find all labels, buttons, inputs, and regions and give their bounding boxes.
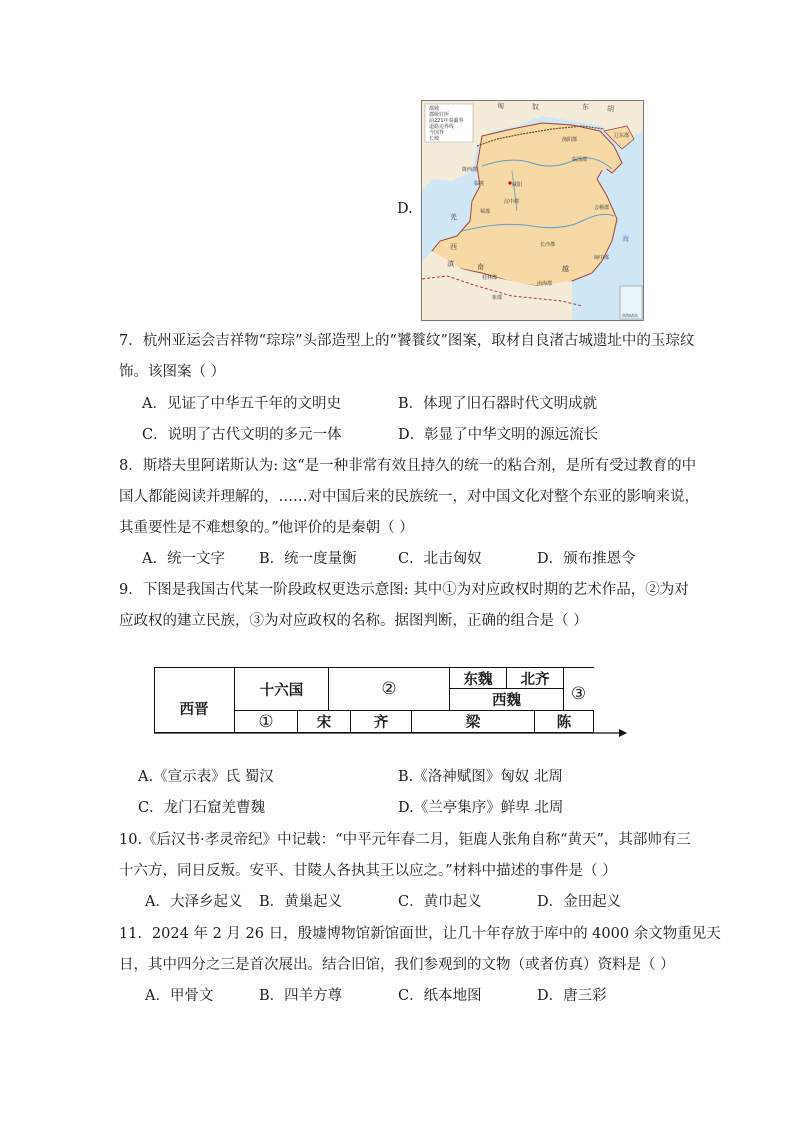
q11-option-b[interactable]: B．四羊方尊 <box>259 988 343 1004</box>
q9-option-c[interactable]: C．龙门石窟羌曹魏 <box>138 800 266 816</box>
timeline-chen: 陈 <box>534 710 594 733</box>
q7-stem-line2: 饰。该图案（ ） <box>119 364 226 380</box>
legend-capital: 都城 <box>429 106 440 112</box>
map-label: 南海郡 <box>537 281 553 287</box>
map-label: 蜀郡 <box>480 209 491 215</box>
timeline-arrow <box>154 727 629 739</box>
q7-option-d[interactable]: D．彰显了中华文明的源远流长 <box>398 427 599 443</box>
timeline-qi: 齐 <box>350 710 412 733</box>
qin-territory-map <box>421 100 644 321</box>
map-label: 海 <box>622 235 629 243</box>
map-label: 渔阳郡 <box>562 137 578 143</box>
q9-option-a[interactable]: A.《宣示表》氏 蜀汉 <box>138 769 274 785</box>
q7-stem-line1: 7．杭州亚运会吉祥物“琮琮”头部造型上的“饕餮纹”图案，取材自良渚古城遗址中的玉琮纹 <box>119 333 695 349</box>
map-label: 胡 <box>607 105 614 113</box>
q9-stem-line1: 9．下图是我国古代某一阶段政权更迭示意图: 其中①为对应政权时期的艺术作品，②为对 <box>119 582 689 598</box>
map-label: 闽中郡 <box>594 255 610 261</box>
q7-option-a[interactable]: A．见证了中华五千年的文明史 <box>142 396 341 412</box>
timeline-beiqi: 北齐 <box>506 667 564 689</box>
map-label: 长沙郡 <box>540 242 556 248</box>
q9-stem-line2: 应政权的建立民族，③为对应政权的名称。据图判断，正确的组合是（ ） <box>119 613 588 629</box>
map-label: 东 <box>582 103 589 111</box>
timeline-blank-1: ① <box>234 710 298 733</box>
map-label: 汉中郡 <box>504 199 520 205</box>
q8-option-c[interactable]: C．北击匈奴 <box>398 551 482 567</box>
legend-modern-border: 今国界 <box>429 130 445 136</box>
q11-option-a[interactable]: A．甲骨文 <box>145 988 214 1004</box>
legend-qin-border: 前221年秦疆界 <box>429 118 464 124</box>
q10-option-c[interactable]: C．黄巾起义 <box>398 894 482 910</box>
map-label: 陇西郡 <box>462 167 478 173</box>
map-inset-label: 南海诸岛 <box>622 313 638 318</box>
map-label: 临淄郡 <box>572 157 588 163</box>
q8-stem-line1: 8．斯塔夫里阿诺斯认为: 这“是一种非常有效且持久的统一的粘合剂，是所有受过教育的中 <box>119 458 697 474</box>
q7-option-c[interactable]: C．说明了古代文明的多元一体 <box>142 427 342 443</box>
q11-option-d[interactable]: D．唐三彩 <box>537 988 607 1004</box>
q11-stem-line1: 11．2024 年 2 月 26 日，殷墟博物馆新馆面世，让几十年存放于库中的 4000 余文物重见天 <box>119 926 721 942</box>
q10-option-b[interactable]: B．黄巢起义 <box>259 894 343 910</box>
q8-stem-line2: 国人都能阅读并理解的，……对中国后来的民族统一，对中国文化对整个东亚的影响来说， <box>119 489 699 505</box>
map-label: 象郡 <box>492 295 503 301</box>
map-label: 咸阳 <box>512 182 523 188</box>
q8-option-a[interactable]: A．统一文字 <box>142 551 225 567</box>
q10-option-a[interactable]: A．大泽乡起义 <box>145 894 243 910</box>
map-label: 临洮 <box>474 181 485 187</box>
map-label: 羌 <box>450 213 457 221</box>
legend-great-wall: 长城 <box>429 136 440 142</box>
map-label: 会稽郡 <box>594 205 610 211</box>
q8-stem-line3: 其重要性是不难想象的。”他评价的是秦朝（ ） <box>119 520 414 536</box>
map-label: 桂林郡 <box>482 275 498 281</box>
map-label: 西 <box>450 243 457 251</box>
q10-stem-line1: 10.《后汉书·孝灵帝纪》中记载：“中平元年春二月，钜鹿人张角自称“黄天”，其部帅有三 <box>119 832 691 848</box>
q7-option-b[interactable]: B．体现了旧石器时代文明成就 <box>398 396 598 412</box>
q9-option-d[interactable]: D.《兰亭集序》鲜卑 北周 <box>398 800 564 816</box>
timeline-xiwei: 西魏 <box>449 688 564 711</box>
q10-option-d[interactable]: D．金田起义 <box>537 894 622 910</box>
timeline-dongwei: 东魏 <box>449 667 507 689</box>
timeline-song: 宋 <box>297 710 351 733</box>
legend-road-border: 道路边界线 <box>429 124 455 130</box>
timeline-liang: 梁 <box>411 710 535 733</box>
option-d-label: D. <box>397 201 413 217</box>
q8-option-d[interactable]: D．颁布推恩令 <box>537 551 636 567</box>
timeline-blank-2: ② <box>328 667 450 711</box>
q11-option-c[interactable]: C．纸本地图 <box>398 988 482 1004</box>
map-label: 辽东郡 <box>614 133 630 139</box>
legend-commandery: 郡级驻所 <box>429 112 450 118</box>
map-svg <box>422 101 643 320</box>
q9-option-b[interactable]: B.《洛神赋图》匈奴 北周 <box>398 769 563 785</box>
q10-stem-line2: 十六方，同日反叛。安平、甘陵人各执其王以应之。”材料中描述的事件是（ ） <box>119 863 617 879</box>
timeline-xijin: 西晋 <box>179 701 209 718</box>
timeline-shiliuguo: 十六国 <box>234 667 329 711</box>
map-label: 奴 <box>532 103 539 111</box>
q11-stem-line2: 日，其中四分之三是首次展出。结合旧馆，我们参观到的文物（或者仿真）资料是（ ） <box>119 957 675 973</box>
map-label: 滇 <box>447 260 454 268</box>
map-label: 匈 <box>497 102 504 110</box>
q8-option-b[interactable]: B．统一度量衡 <box>259 551 357 567</box>
timeline-blank-3: ③ <box>563 677 594 711</box>
map-label: 越 <box>562 265 569 273</box>
map-label: 南 <box>477 263 484 271</box>
